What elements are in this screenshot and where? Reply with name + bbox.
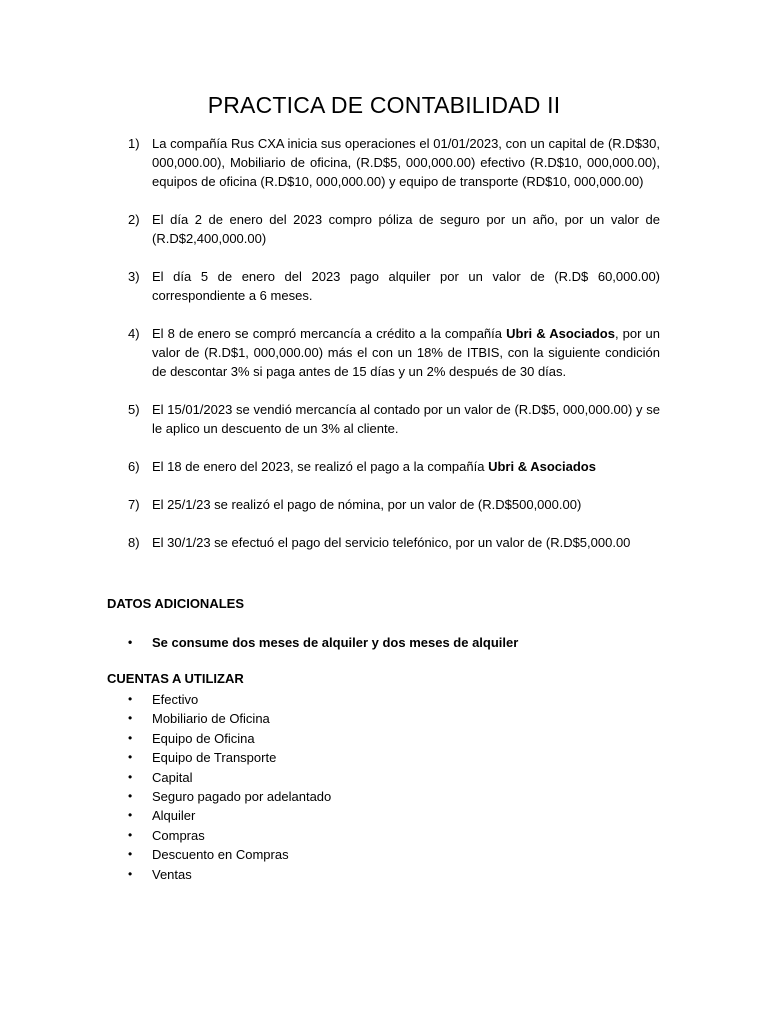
list-item	[128, 633, 518, 652]
cuentas-heading: CUENTAS A UTILIZAR	[107, 671, 244, 686]
bullet-icon: •	[128, 808, 133, 823]
exercise-item-8	[128, 533, 660, 552]
item-text	[152, 324, 660, 381]
list-item-label: Se consume dos meses de alquiler y dos meses de alquiler	[152, 635, 519, 650]
list-item	[128, 826, 331, 845]
exercise-item-2	[128, 210, 660, 248]
bullet-icon: •	[128, 750, 133, 765]
item-text: La compañía Rus CXA inicia sus operaciones el 01/01/2023, con un capital de (R.D$30, 000,000.00), Mobiliario de oficina, (R.D$5, 000,000.00) efectivo (R.D$10, 000,000.00), equipos de oficina (R.D$10, 000,000.00) y equipo de transporte (RD$10, 000,000.00)	[152, 136, 660, 189]
item-number: 1)	[128, 136, 140, 151]
item-text: El día 5 de enero del 2023 pago alquiler por un valor de (R.D$ 60,000.00) correspondiente a 6 meses.	[152, 269, 660, 303]
list-item-label: Mobiliario de Oficina	[152, 711, 270, 727]
item-text: El día 2 de enero del 2023 compro póliza de seguro por un año, por un valor de (R.D$2,400,000.00)	[152, 212, 660, 246]
item-number: 8)	[128, 535, 140, 550]
item-text: El 25/1/23 se realizó el pago de nómina, por un valor de (R.D$500,000.00)	[152, 497, 582, 512]
bullet-icon: •	[128, 847, 133, 862]
list-item-label: Alquiler	[152, 808, 196, 824]
item-text: El 15/01/2023 se vendió mercancía al contado por un valor de (R.D$5, 000,000.00) y se le aplico un descuento de un 3% al cliente.	[152, 402, 660, 436]
list-item	[128, 806, 331, 825]
list-item-label: Capital	[152, 769, 193, 785]
item-text: El 30/1/23 se efectuó el pago del servicio telefónico, por un valor de (R.D$5,000.00	[152, 535, 631, 550]
bullet-icon: •	[128, 866, 133, 881]
exercise-item-3	[128, 267, 660, 305]
item-text-part: El 8 de enero se compró mercancía a crédito a la compañía	[152, 326, 507, 341]
exercise-item-1	[128, 134, 660, 191]
bullet-icon: •	[128, 692, 133, 706]
list-item	[128, 690, 331, 709]
item-number: 6)	[128, 459, 140, 474]
datos-adicionales-list	[128, 633, 518, 652]
list-item	[128, 709, 331, 728]
list-item	[128, 865, 331, 884]
list-item-label: Equipo de Transporte	[152, 750, 277, 766]
item-number: 3)	[128, 269, 140, 284]
item-text-part: , por un valor de (R.D$1, 000,000.00) más el con un 18% de ITBIS, con la siguiente condición de descontar 3% si paga antes de 15 días y un 2% después de 30 días.	[152, 326, 661, 379]
item-number: 2)	[128, 212, 140, 227]
company-name: Ubri & Asociados	[488, 459, 596, 474]
list-item-label: Ventas	[152, 866, 192, 882]
list-item	[128, 768, 331, 787]
exercise-item-4	[128, 324, 660, 381]
list-item-label: Equipo de Oficina	[152, 730, 255, 746]
exercise-list	[128, 134, 660, 552]
list-item	[128, 845, 331, 864]
bullet-icon: •	[128, 789, 133, 804]
item-number: 7)	[128, 497, 140, 512]
page-title: PRACTICA DE CONTABILIDAD II	[207, 92, 561, 118]
item-text-part: El 18 de enero del 2023, se realizó el pago a la compañía	[152, 459, 489, 474]
exercise-item-7	[128, 495, 660, 514]
list-item	[128, 787, 331, 806]
item-number: 5)	[128, 402, 140, 417]
company-name: Ubri & Asociados	[506, 326, 615, 341]
bullet-icon: •	[128, 711, 133, 726]
bullet-icon: •	[128, 730, 133, 745]
datos-adicionales-heading: DATOS ADICIONALES	[107, 596, 244, 611]
bullet-icon: •	[128, 635, 133, 649]
exercise-item-5	[128, 400, 660, 438]
list-item	[128, 729, 331, 748]
item-text	[152, 457, 660, 476]
list-item-label: Seguro pagado por adelantado	[152, 789, 332, 805]
exercise-item-6	[128, 457, 660, 476]
list-item-label: Descuento en Compras	[152, 847, 289, 863]
item-number: 4)	[128, 326, 140, 341]
list-item-label: Efectivo	[152, 692, 199, 707]
list-item-label: Compras	[152, 827, 205, 843]
list-item	[128, 748, 331, 767]
bullet-icon: •	[128, 827, 133, 842]
cuentas-list	[128, 690, 331, 884]
bullet-icon: •	[128, 769, 133, 784]
